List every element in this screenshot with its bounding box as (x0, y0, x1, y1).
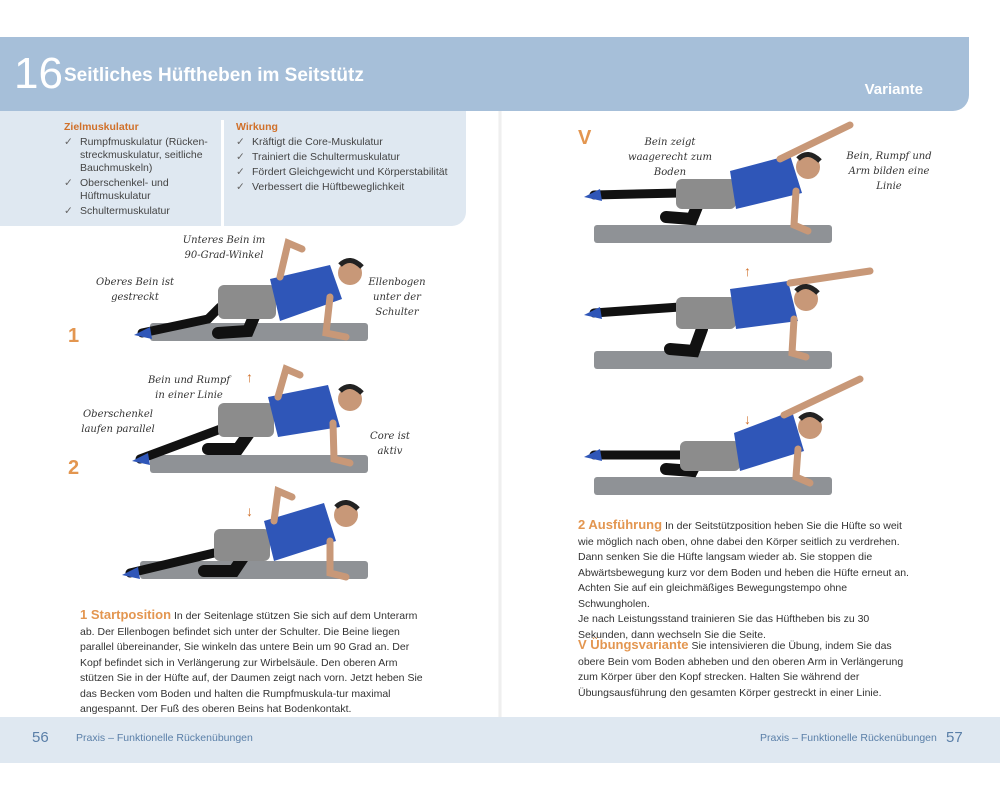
note-core-active: Core ist aktiv (370, 431, 410, 457)
page-number-right: 57 (946, 729, 963, 746)
effect-heading: Wirkung (236, 121, 278, 133)
note-leg-horizontal: Bein zeigt waagerecht zum Boden (628, 137, 712, 178)
arrow-down-icon: ↓ (246, 503, 253, 519)
athlete-figure (580, 259, 880, 369)
note-elbow: Ellenbogen unter der Schulter (368, 277, 426, 318)
effect-item: ✓ Verbessert die Hüftbeweglichkeit (236, 181, 456, 194)
note-thighs-parallel: Oberschenkel laufen parallel (81, 409, 155, 435)
step-number-1: 1 (68, 325, 80, 347)
info-divider (222, 121, 223, 225)
step-number-2: 2 (68, 457, 80, 479)
variant-photo-2 (580, 259, 880, 374)
execution-text (578, 517, 918, 643)
start-position-label: 1 Startposition (80, 607, 172, 622)
start-position-text (80, 607, 430, 718)
variant-photo-3 (580, 373, 880, 498)
footer-section-left: Praxis – Funktionelle Rückenübungen (76, 732, 253, 744)
effects (236, 121, 456, 196)
page-number-left: 56 (32, 729, 49, 746)
effect-item: ✓ Kräftigt die Core-Muskulatur (236, 136, 456, 149)
book-spread (0, 37, 1000, 763)
athlete-figure (118, 487, 368, 587)
arrow-up-icon: ↑ (744, 263, 751, 279)
note-lower-leg: Unteres Bein im 90-Grad-Winkel (182, 235, 266, 261)
athlete-figure (580, 119, 880, 239)
note-leg-torso-line: Bein und Rumpf in einer Linie (147, 375, 231, 401)
variant-header (466, 37, 969, 111)
target-muscles (64, 121, 214, 220)
execution-label: 2 Ausführung (578, 517, 663, 532)
variant-letter: V (578, 127, 592, 149)
exercise-title: Seitliches Hüftheben im Seitstütz (64, 65, 364, 86)
execution-body-2: Je nach Leistungsstand trainieren Sie das Hüftheben bis zu 30 Sekunden, dann wechseln Sie die Seite. (578, 613, 870, 641)
exercise-header (0, 37, 466, 111)
exercise-photo-execution-down (118, 487, 368, 592)
variant-title: Variante (864, 81, 923, 98)
variant-body: Sie intensivieren die Übung, indem Sie das obere Bein vom Boden abheben und den oberen Arm in Verlängerung zum Körper über den Kopf strecken. Halten Sie während der Übungsausführung den gesamten Körper gestreckt in einer Linie. (578, 640, 904, 699)
start-position-body: In der Seitenlage stützen Sie sich auf dem Unterarm ab. Der Ellenbogen befindet sich unter der Schulter. Die Beine liegen parallel übereinander, Sie winkeln das untere Bein um 90 Grad an. Der Kopf befindet sich in Verlängerung zur Wirbelsäule. Den oberen Arm stützen Sie in der Hüfte auf, der Daumen zeigt nach vorn. Jetzt heben Sie das Becken vom Boden und halten die Rumpfmuskula-tur maximal angespannt. Der Fuß des oberen Beins hat Bodenkontakt. (80, 610, 423, 715)
variant-text (578, 637, 918, 701)
book-gutter (498, 37, 502, 763)
target-item: ✓ Oberschenkel- und Hüftmuskulatur (64, 177, 214, 203)
note-upper-leg: Oberes Bein ist gestreckt (96, 277, 174, 303)
effect-item: ✓ Trainiert die Schultermuskulatur (236, 151, 456, 164)
arrow-down-icon: ↓ (744, 411, 751, 427)
variant-label: V Übungsvariante (578, 637, 689, 652)
exercise-number: 16 (14, 49, 63, 98)
note-leg-torso-arm-line: Bein, Rumpf und Arm bilden eine Linie (846, 151, 932, 192)
target-item: ✓ Rumpfmuskulatur (Rücken-streckmuskulatur, seitliche Bauchmuskeln) (64, 136, 214, 175)
target-heading: Zielmuskulatur (64, 121, 139, 133)
variant-photo-1 (580, 119, 880, 244)
athlete-figure (580, 373, 880, 493)
target-item: ✓ Schultermuskulatur (64, 205, 214, 218)
execution-body: In der Seitstützposition heben Sie die Hüfte so weit wie möglich nach oben, ohne dabei den Körper seitlich zu verdrehen. Dann senken Sie die Hüfte langsam wieder ab. Sie stoppen die Abwärtsbewegung kurz vor dem Boden und heben die Hüfte erneut an. Achten Sie auf ein gleichmäßiges Bewegungstempo ohne Schwungholen. (578, 520, 909, 610)
effect-item: ✓ Fördert Gleichgewicht und Körperstabilität (236, 166, 456, 179)
footer-section-right: Praxis – Funktionelle Rückenübungen (760, 732, 937, 744)
arrow-up-icon: ↑ (246, 369, 253, 385)
